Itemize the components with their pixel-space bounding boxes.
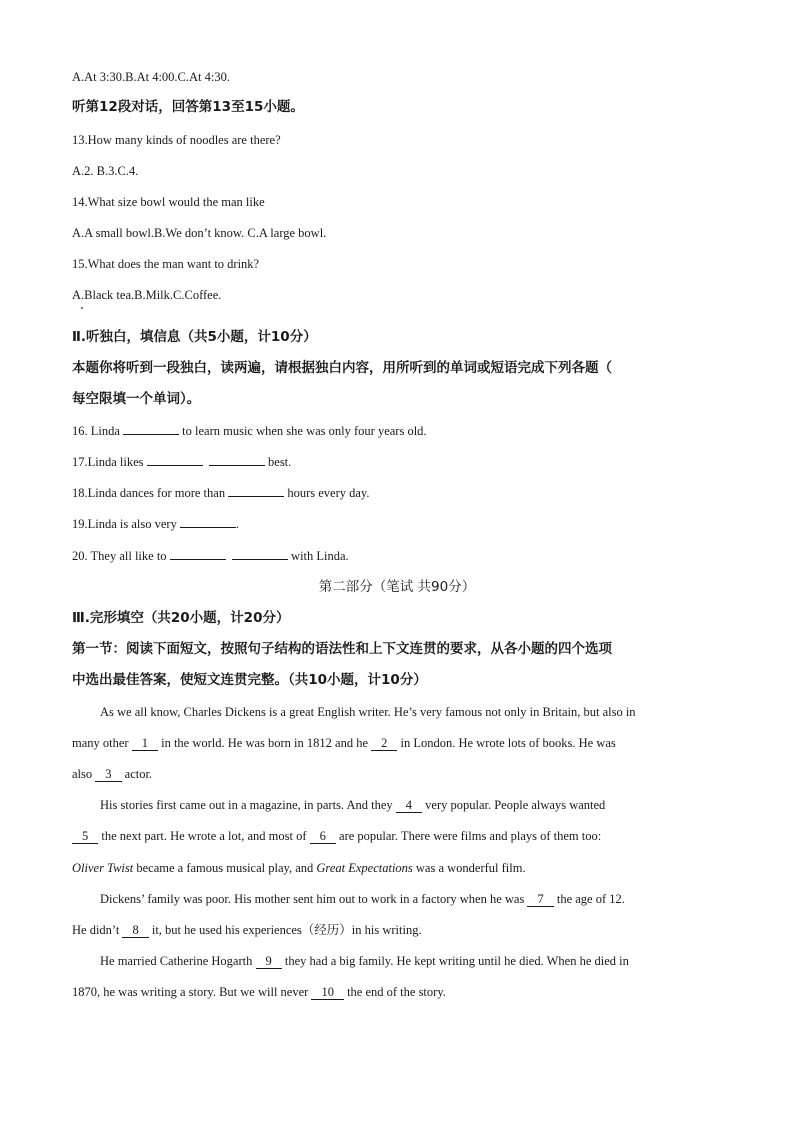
cloze-blank-6[interactable]: 6 [310, 830, 336, 844]
q19 [72, 516, 732, 532]
q17-blank-2[interactable] [209, 465, 265, 466]
passage-text: are popular. There were films and plays of them too: [335, 829, 602, 843]
q17-after: best. [264, 455, 292, 469]
passage-text: was a wonderful film. [412, 861, 526, 875]
part2-title: 第二部分（笔试 共90分） [318, 579, 476, 595]
passage-text: the next part. He wrote a lot, and most of [98, 829, 310, 843]
q14-stem: 14.What size bowl would the man like [72, 195, 265, 209]
passage-line-2 [72, 735, 732, 751]
q18-after: hours every day. [284, 486, 370, 500]
passage-text: Dickens’ family was poor. His mother sent him out to work in a factory when he was [100, 892, 528, 906]
cloze-blank-5[interactable]: 5 [72, 830, 98, 844]
passage-text: actor. [121, 767, 153, 781]
cloze-blank-10[interactable]: 10 [311, 986, 344, 1000]
cloze-blank-2[interactable]: 2 [371, 737, 397, 751]
passage-text: His stories first came out in a magazine, in parts. And they [100, 798, 396, 812]
q16-before: 16. Linda [72, 424, 124, 438]
passage-line-3 [72, 766, 732, 782]
q19-after: . [235, 517, 240, 531]
section3-instruction-line1: 第一节：阅读下面短文，按照句子结构的语法性和上下文连贯的要求，从各小题的四个选项 [72, 641, 612, 657]
q18-before: 18.Linda dances for more than [72, 486, 229, 500]
passage-text: He didn’t [72, 923, 123, 937]
q17-before: 17.Linda likes [72, 455, 147, 469]
passage-text: they had a big family. He kept writing until he died. When he died in [281, 954, 629, 968]
passage-text: the end of the story. [343, 985, 446, 999]
q18 [72, 485, 732, 501]
q18-blank[interactable] [228, 496, 284, 497]
section3-title: Ⅲ.完形填空（共20小题，计20分） [72, 610, 290, 626]
cloze-blank-7[interactable]: 7 [527, 893, 553, 907]
dialogue12-instruction: 听第12段对话，回答第13至15小题。 [72, 99, 304, 115]
q16 [72, 423, 732, 439]
passage-line-9 [100, 953, 760, 969]
cloze-blank-1[interactable]: 1 [132, 737, 158, 751]
passage-line-5 [72, 828, 732, 844]
passage-line-7 [100, 891, 760, 907]
q19-before: 19.Linda is also very [72, 517, 180, 531]
q17-blank-1[interactable] [147, 465, 203, 466]
passage-text: 1870, he was writing a story. But we will never [72, 985, 312, 999]
cloze-blank-3[interactable]: 3 [95, 768, 121, 782]
q20-blank-2[interactable] [232, 559, 288, 560]
q13-stem: 13.How many kinds of noodles are there? [72, 133, 281, 147]
q20 [72, 548, 732, 564]
q19-blank[interactable] [180, 527, 236, 528]
book-title-oliver-twist: Oliver Twist [72, 861, 134, 875]
q20-after: with Linda. [287, 549, 349, 563]
passage-line-1: As we all know, Charles Dickens is a great English writer. He’s very famous not only in Britain, but also in [100, 705, 636, 719]
q16-blank[interactable] [123, 434, 179, 435]
section3-instruction-line2: 中选出最佳答案，使短文连贯完整。（共10小题，计10分） [72, 672, 427, 688]
passage-text: in the world. He was born in 1812 and he [157, 736, 372, 750]
cloze-blank-4[interactable]: 4 [396, 799, 422, 813]
q20-before: 20. They all like to [72, 549, 170, 563]
q20-blank-1[interactable] [170, 559, 226, 560]
passage-line-6 [72, 860, 732, 876]
passage-line-8 [72, 922, 732, 938]
cloze-blank-8[interactable]: 8 [122, 924, 148, 938]
passage-text: also [72, 767, 96, 781]
section2-instruction-line2: 每空限填一个单词）。 [72, 391, 201, 407]
passage-text: in London. He wrote lots of books. He was [397, 736, 616, 750]
q15-options: A.Black tea.B.Milk.C.Coffee. [72, 288, 222, 302]
q17 [72, 454, 732, 470]
passage-text: many other [72, 736, 132, 750]
q14-options: A.A small bowl.B.We don’t know. C.A large bowl. [72, 226, 327, 240]
cloze-blank-9[interactable]: 9 [256, 955, 282, 969]
passage-text: became a famous musical play, and [133, 861, 317, 875]
stray-dot [81, 307, 83, 309]
book-title-great-expectations: Great Expectations [316, 861, 413, 875]
passage-text: He married Catherine Hogarth [100, 954, 256, 968]
q12-options: A.At 3:30.B.At 4:00.C.At 4:30. [72, 70, 230, 84]
passage-line-4 [100, 797, 760, 813]
section2-title: Ⅱ.听独白，填信息（共5小题，计10分） [72, 329, 317, 345]
q13-options: A.2. B.3.C.4. [72, 164, 139, 178]
passage-text: the age of 12. [553, 892, 625, 906]
passage-text: very popular. People always wanted [422, 798, 606, 812]
q15-stem: 15.What does the man want to drink? [72, 257, 260, 271]
passage-line-10 [72, 984, 732, 1000]
q16-after: to learn music when she was only four years old. [179, 424, 427, 438]
passage-text: it, but he used his experiences（经历）in his writing. [148, 923, 422, 937]
section2-instruction-line1: 本题你将听到一段独白，读两遍，请根据独白内容，用所听到的单词或短语完成下列各题（ [72, 360, 612, 376]
